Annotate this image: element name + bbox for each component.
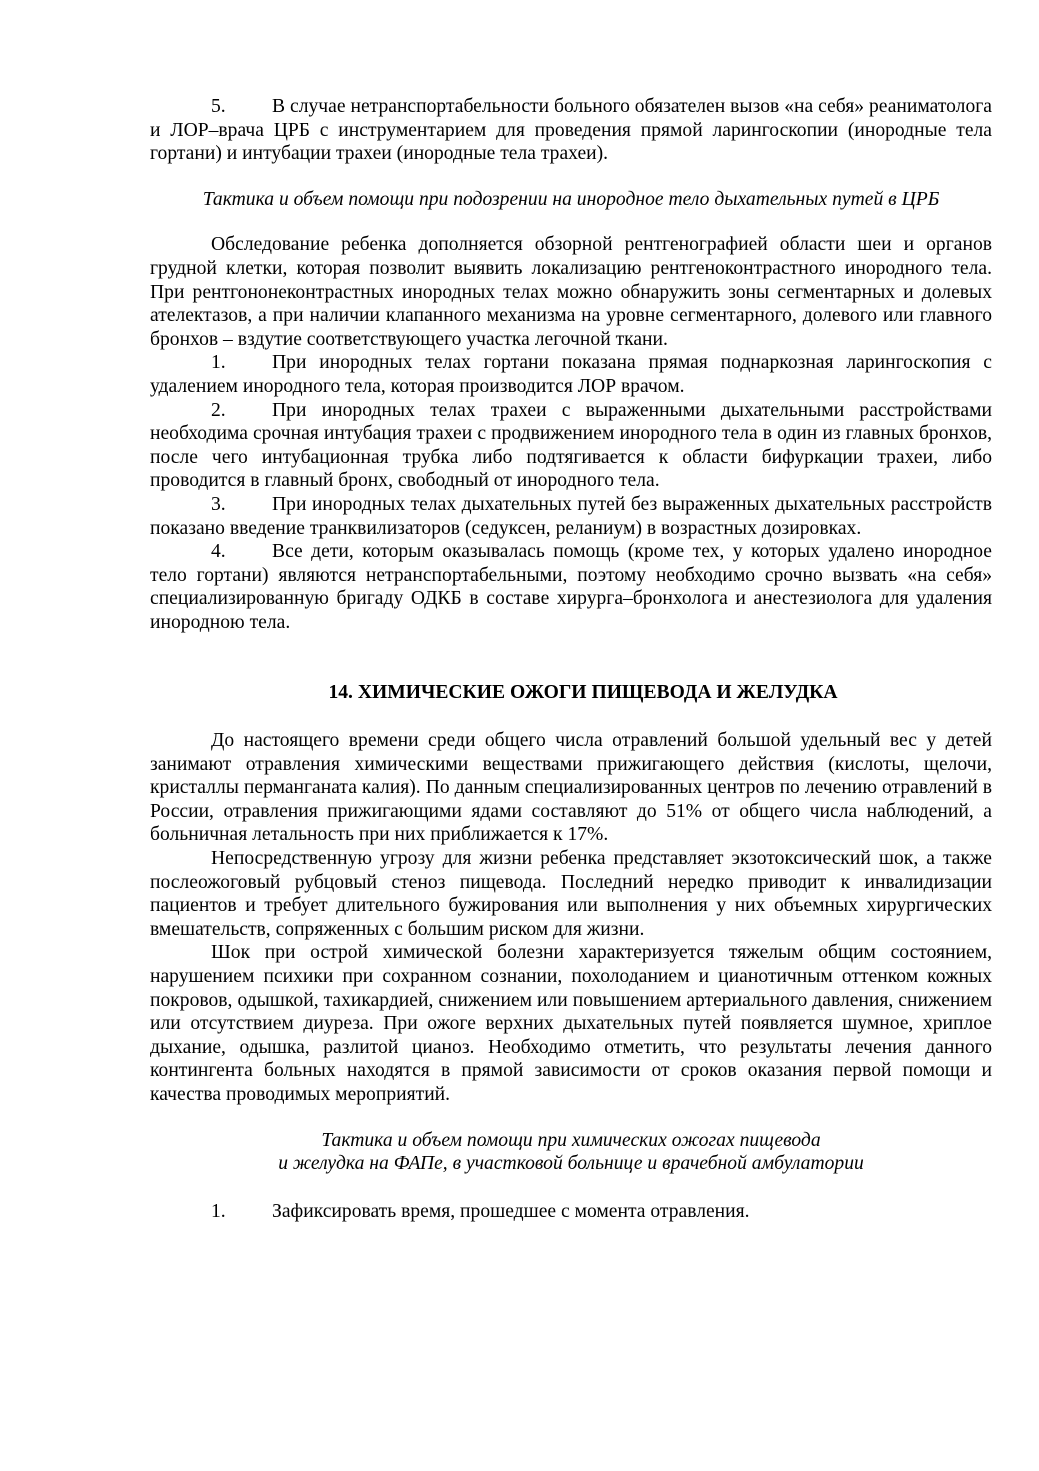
paragraph-threat: Непосредственную угрозу для жизни ребенка представляет экзотоксический шок, а также послеожоговый рубцовый стеноз пищевода. Последний нередко приводит к инвалидизации пациентов и требует длительного бужирования или выполнения у них объемных хирургических вмешательств, сопряженных с большим риском для жизни.	[150, 848, 992, 940]
list-item-number: 5.	[211, 96, 226, 117]
paragraph-examination: Обследование ребенка дополняется обзорной рентгенографией области шеи и органов грудной клетки, которая позволит выявить локализацию рентгеноконтрастного инородного тела. При рентгононеконтрастных инородных телах можно обнаружить зоны сегментарных и долевых ателектазов, а при наличии клапанного механизма на уровне сегментарного, долевого или главного бронхов – вздутие соответствующего участка легочной ткани.	[150, 234, 992, 350]
subheading-foreign-body-tactics: Тактика и объем помощи при подозрении на инородное тело дыхательных путей в ЦРБ	[202, 188, 940, 210]
list-item	[150, 1200, 992, 1224]
list-item-text: Все дети, которым оказывалась помощь (кроме тех, у которых удалено инородное тело гортани) являются нетранспортабельными, поэтому необходимо срочно вызвать «на себя» специализированную бригаду ОДКБ в составе хирурга–бронхолога и анестезиолога для удаления инородною тела.	[150, 541, 992, 633]
paragraph-shock: Шок при острой химической болезни характеризуется тяжелым общим состоянием, нарушением психики при сохранном сознании, похолоданием и цианотичным оттенком кожных покровов, одышкой, тахикардией, снижением или повышением артериального давления, снижением или отсутствием диуреза. При ожоге верхних дыхательных путей появляется шумное, хриплое дыхание, одышка, разлитой цианоз. Необходимо отметить, что результаты лечения данного контингента больных находятся в прямой зависимости от сроков оказания первой помощи и качества проводимых мероприятий.	[150, 942, 992, 1105]
list-item	[150, 351, 992, 398]
subheading-burn-tactics	[150, 1129, 992, 1176]
paragraph-intro: До настоящего времени среди общего числа отравлений большой удельный вес у детей занимают отравления химическими веществами прижигающего действия (кислоты, щелочи, кристаллы перманганата калия). По данным специализированных центров по лечению отравлений в России, отравления прижигающими ядами составляют до 51% от общего числа наблюдений, а больничная летальность при них приближается к 17%.	[150, 730, 992, 846]
list-item-text: При инородных телах гортани показана прямая поднаркозная ларингоскопия с удалением инородного тела, которая производится ЛОР врачом.	[150, 352, 992, 397]
list-item	[150, 399, 992, 493]
list-item-number: 3.	[211, 493, 226, 515]
subheading-line: и желудка на ФАПе, в участковой больнице и врачебной амбулатории	[278, 1153, 864, 1175]
list-item-text: При инородных телах дыхательных путей без выраженных дыхательных расстройств показано введение транквилизаторов (седуксен, реланиум) в возрастных дозировках.	[150, 493, 992, 539]
list-item	[150, 540, 992, 634]
list-item-text: При инородных телах трахеи с выраженными дыхательными расстройствами необходима срочная интубация трахеи с продвижением инородного тела в один из главных бронхов, после чего интубационная трубка либо подтягивается к области бифуркации трахеи, либо проводится в главный бронх, свободный от инородного тела.	[150, 399, 992, 492]
list-item-number: 2.	[211, 399, 226, 421]
section-heading: 14. ХИМИЧЕСКИЕ ОЖОГИ ПИЩЕВОДА И ЖЕЛУДКА	[328, 682, 838, 704]
list-item	[150, 95, 992, 166]
list-item	[150, 493, 992, 540]
document-page	[150, 95, 992, 1223]
list-item-number: 1.	[211, 1200, 226, 1222]
subheading-line: Тактика и объем помощи при химических ожогах пищевода	[321, 1129, 821, 1151]
list-item-number: 4.	[211, 541, 226, 563]
list-item-text: Зафиксировать время, прошедшее с момента отравления.	[272, 1200, 750, 1222]
list-item-number: 1.	[211, 352, 226, 374]
list-item-text: В случае нетранспортабельности больного обязателен вызов «на себя» реаниматолога и ЛОР–врача ЦРБ с инструментарием для проведения прямой ларингоскопии (инородные тела гортани) и интубации трахеи (инородные тела трахеи).	[150, 96, 992, 165]
